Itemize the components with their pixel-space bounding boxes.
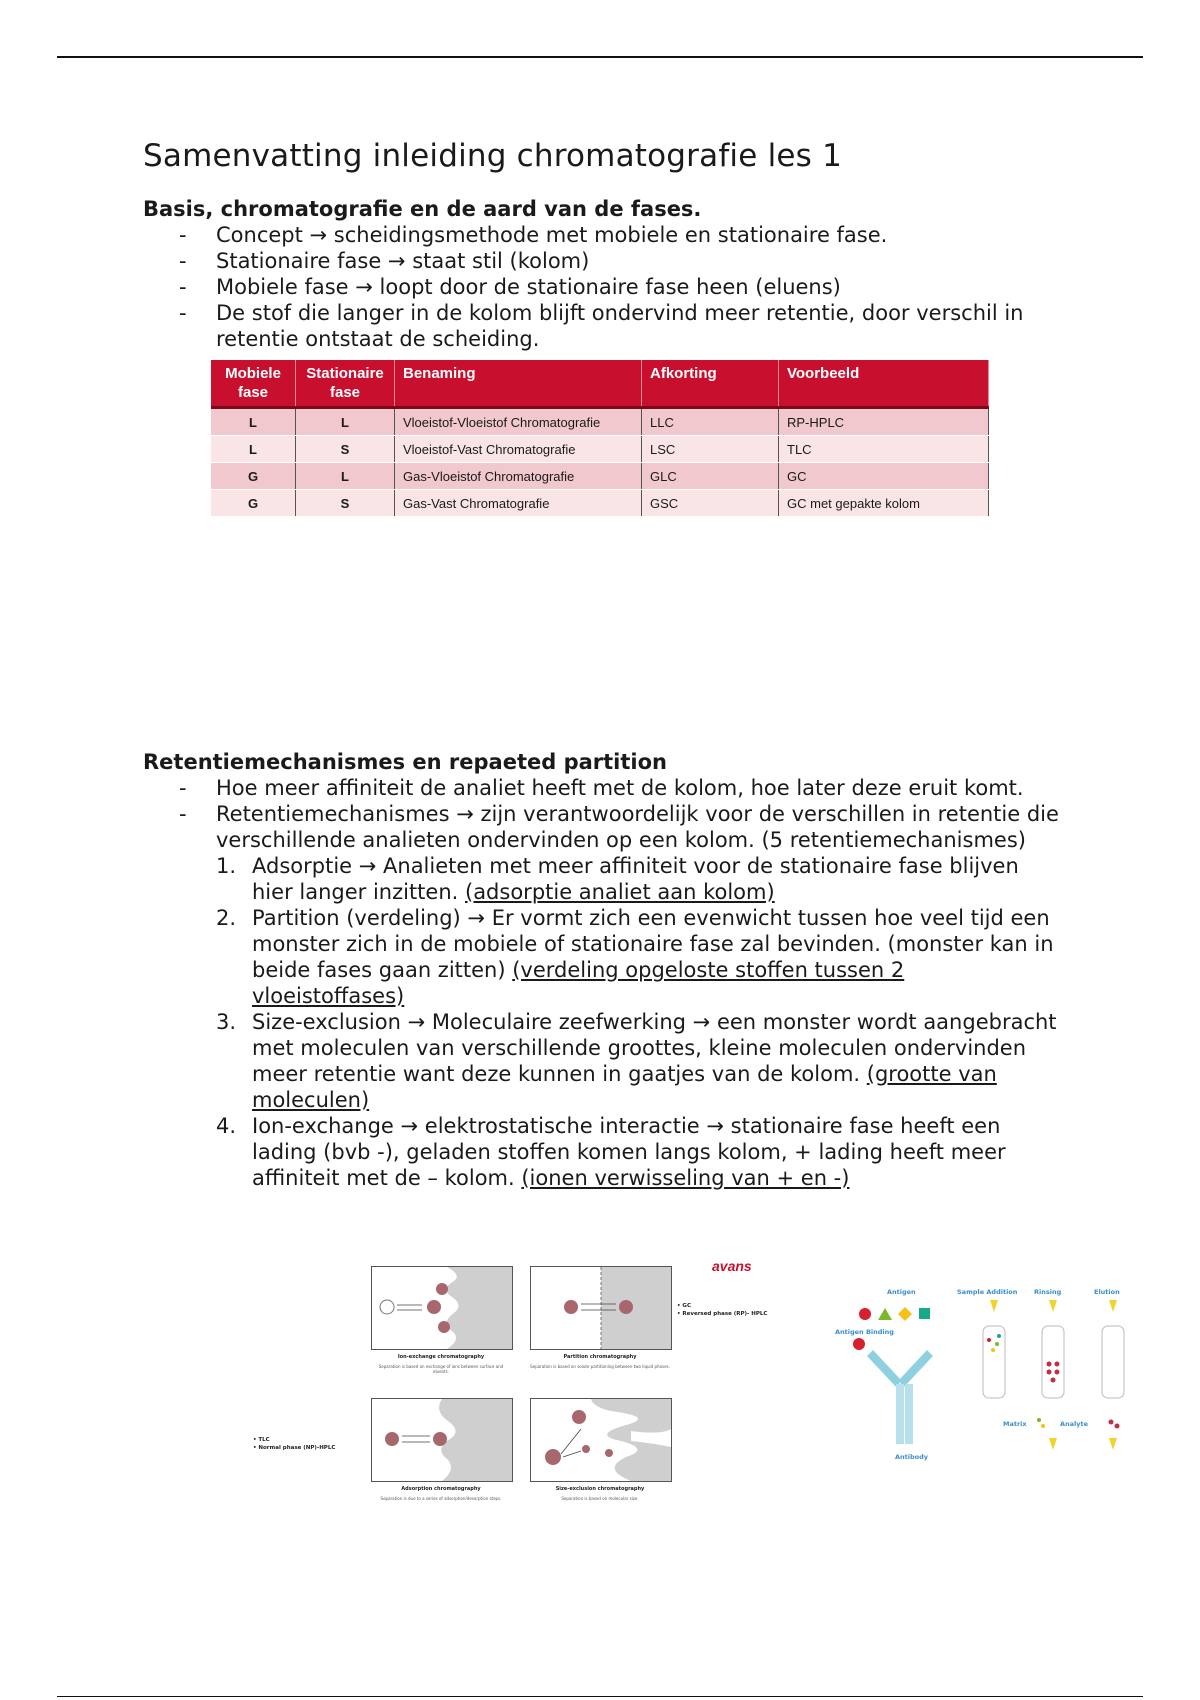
table-header: Stationaire fase [296, 360, 395, 408]
panel-subcaption: Separation is based on molecular size. [561, 1496, 639, 1501]
retentie-list [143, 775, 1063, 853]
table-cell: L [296, 463, 395, 490]
list-item: - Retentiemechanismes → zijn verantwoordelijk voor de verschillen in retentie die verschillende analieten ondervinden op een kolom. (5 retentiemechanismes) [143, 801, 1063, 853]
mechanism-item-partition: 2. Partition (verdeling) → Er vormt zich een evenwicht tussen hoe veel tijd een monster zich in de mobiele of stationaire fase zal bevinden. (monster kan in beide fases gaan zitten) (verdeling opgeloste stoffen tussen 2 vloeistoffases) [216, 906, 1054, 1008]
table-cell: Vloeistof-Vloeistof Chromatografie [395, 408, 642, 436]
list-item: - De stof die langer in de kolom blijft ondervind meer retentie, door verschil in retentie ontstaat de scheiding. [143, 300, 1063, 352]
table-row [211, 408, 989, 436]
ion-exchange-panel [371, 1266, 513, 1350]
panel-caption: Partition chromatography [563, 1354, 637, 1360]
side-label-left: • TLC • Normal phase (NP)-HPLC [253, 1437, 336, 1451]
table-row [211, 463, 989, 490]
table-cell: GLC [642, 463, 779, 490]
list-item: - Hoe meer affiniteit de analiet heeft met de kolom, hoe later deze eruit komt. [143, 775, 1063, 801]
list-item: - Stationaire fase → staat stil (kolom) [143, 248, 1063, 274]
table-cell: GSC [642, 490, 779, 517]
panel-subcaption: Separation is based on solute partitioning between two liquid phases. [530, 1364, 670, 1369]
size-exclusion-diagram [531, 1399, 671, 1481]
mechanism-list [143, 853, 1063, 1191]
adsorption-diagram [372, 1399, 512, 1481]
mechanism-item-ion-exchange: 4. Ion-exchange → elektrostatische interactie → stationaire fase heeft een lading (bvb -), geladen stoffen komen langs kolom, + lading heeft meer affiniteit met de – kolom. (ionen verwisseling van + en -) [216, 1114, 1006, 1190]
avans-logo: avans [712, 1258, 752, 1274]
table-cell: GC [779, 463, 989, 490]
table-header: Voorbeeld [779, 360, 989, 408]
panel-subcaption: Separation is based on exchange of ions between surface and eluents. [378, 1364, 504, 1374]
table-cell: Gas-Vast Chromatografie [395, 490, 642, 517]
document-body [143, 138, 1063, 1191]
list-item: - Concept → scheidingsmethode met mobiele en stationaire fase. [143, 222, 1063, 248]
panel-caption: Size-exclusion chromatography [555, 1486, 645, 1492]
section-heading-retentie: Retentiemechanismes en repaeted partition [143, 750, 667, 774]
table-row [211, 490, 989, 517]
size-exclusion-panel [530, 1398, 672, 1482]
list-item: - Mobiele fase → loopt door de stationaire fase heen (eluens) [143, 274, 1063, 300]
table-cell: Gas-Vloeistof Chromatografie [395, 463, 642, 490]
immunoaffinity-diagram: Antigen Sample Addition Rinsing Elution Antigen Binding Antibody Matrix Analyte [817, 1288, 1127, 1488]
table-cell: S [296, 436, 395, 463]
antibody-columns-graphic [817, 1288, 1127, 1488]
partition-diagram [531, 1267, 671, 1349]
table-cell: LSC [642, 436, 779, 463]
header-rule [57, 56, 1143, 58]
mechanism-item-adsorptie: 1. Adsorptie → Analieten met meer affiniteit voor de stationaire fase blijven hier langer inzitten. (adsorptie analiet aan kolom) [216, 854, 1019, 904]
panel-subcaption: Separation is due to a series of adsorption/desorption steps. [380, 1496, 502, 1501]
mechanism-item-size-exclusion: 3. Size-exclusion → Moleculaire zeefwerking → een monster wordt aangebracht met moleculen van verschillende groottes, kleine moleculen ondervinden meer retentie want deze kunnen in gaatjes van de kolom. (grootte van moleculen) [216, 1010, 1057, 1112]
table-cell: LLC [642, 408, 779, 436]
table-cell: TLC [779, 436, 989, 463]
partition-panel [530, 1266, 672, 1350]
footer-rule [57, 1696, 1143, 1697]
table-cell: G [211, 490, 296, 517]
table-cell: L [211, 408, 296, 436]
table-cell: L [296, 408, 395, 436]
table-cell: G [211, 463, 296, 490]
panel-caption: Ion-exchange chromatography [397, 1354, 485, 1360]
basis-list [143, 222, 1063, 352]
side-label-right: • GC • Reversed phase (RP)- HPLC [677, 1303, 768, 1317]
table-cell: L [211, 436, 296, 463]
table-row [211, 436, 989, 463]
table-header: Mobiele fase [211, 360, 296, 408]
chromatography-figures [247, 1258, 1147, 1518]
table-cell: Vloeistof-Vast Chromatografie [395, 436, 642, 463]
adsorption-panel [371, 1398, 513, 1482]
table-header-row [211, 360, 989, 408]
section-heading-basis: Basis, chromatografie en de aard van de fases. [143, 197, 702, 221]
table-header: Afkorting [642, 360, 779, 408]
table-header: Benaming [395, 360, 642, 408]
table-cell: GC met gepakte kolom [779, 490, 989, 517]
table-cell: S [296, 490, 395, 517]
page-title: Samenvatting inleiding chromatografie les 1 [143, 138, 842, 174]
ion-exchange-diagram [372, 1267, 512, 1349]
panel-caption: Adsorption chromatography [401, 1486, 481, 1492]
table-cell: RP-HPLC [779, 408, 989, 436]
phase-table [211, 360, 989, 517]
